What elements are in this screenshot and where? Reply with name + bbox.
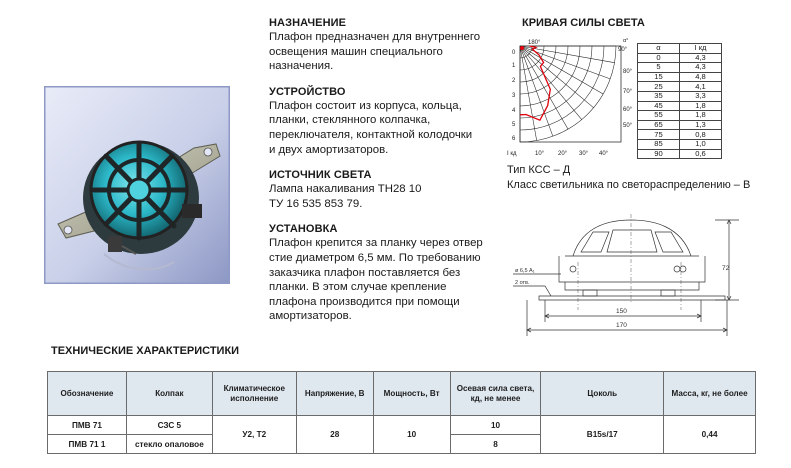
axis-label: I кд bbox=[507, 151, 517, 157]
col-header-cap: Колпак bbox=[126, 372, 212, 416]
axis-label: 30° bbox=[579, 151, 589, 157]
angle-label: 70° bbox=[623, 89, 633, 95]
section-heading: УСТАНОВКА bbox=[269, 223, 338, 236]
section-line: амортизаторов. bbox=[269, 310, 352, 323]
product-photo bbox=[44, 86, 230, 284]
section-line: Плафон предназначен для внутреннего bbox=[269, 31, 481, 43]
col-header-designation: Обозначение bbox=[48, 372, 127, 416]
axis-label: 40° bbox=[599, 151, 609, 157]
table-row: 35 3,3 bbox=[638, 91, 722, 101]
section-line: освещения машин специального bbox=[269, 45, 443, 58]
curve-title: КРИВАЯ СИЛЫ СВЕТА bbox=[522, 17, 645, 29]
curve-origin-dot bbox=[520, 46, 524, 50]
base-cell: B15s/17 bbox=[541, 416, 664, 454]
power-cell: 10 bbox=[373, 416, 450, 454]
section-line: плафона производится при помощи bbox=[269, 295, 460, 308]
table-header: I кд bbox=[680, 44, 722, 54]
hole-label: ø 6,5 А₁ bbox=[515, 268, 535, 274]
section-line: назначения. bbox=[269, 60, 334, 73]
climate-cell: У2, Т2 bbox=[212, 416, 296, 454]
intensity-cell: 8 bbox=[450, 435, 541, 454]
cap-cell: стекло опаловое bbox=[126, 435, 212, 454]
section-line: планки. В этом случае крепление bbox=[269, 281, 447, 294]
axis-label: 20° bbox=[558, 151, 568, 157]
table-row: 0 4,3 bbox=[638, 53, 722, 63]
dim-height: 72 bbox=[722, 265, 730, 272]
table-row: 25 4,1 bbox=[638, 82, 722, 92]
table-header: α bbox=[638, 44, 680, 54]
scale-label: 4 bbox=[512, 108, 516, 114]
section-installation bbox=[269, 223, 491, 324]
section-line: переключателя, контактной колодочки bbox=[269, 128, 473, 141]
section-line: планки, стеклянного колпачка, bbox=[269, 114, 431, 127]
section-line: стие диаметром 6,5 мм. По требованию bbox=[269, 251, 481, 264]
intensity-cell: 10 bbox=[450, 416, 541, 435]
section-line: и двух амортизаторов. bbox=[269, 143, 389, 156]
luminaire-class-text: Класс светильника по светораспределению – B bbox=[507, 179, 751, 191]
angle-label: 60° bbox=[623, 107, 633, 113]
dim-inner: 150 bbox=[616, 308, 627, 315]
table-row: 75 0,8 bbox=[638, 130, 722, 140]
tech-title: ТЕХНИЧЕСКИЕ ХАРАКТЕРИСТИКИ bbox=[51, 345, 240, 357]
table-row: 15 4,8 bbox=[638, 72, 722, 82]
cap-cell: СЗС 5 bbox=[126, 416, 212, 435]
section-light-source bbox=[269, 169, 491, 211]
section-line: Плафон крепится за планку через отвер bbox=[269, 237, 483, 250]
scale-label: 1 bbox=[512, 63, 516, 69]
dim-outer: 170 bbox=[616, 322, 627, 329]
section-heading: УСТРОЙСТВО bbox=[269, 85, 346, 98]
section-heading: НАЗНАЧЕНИЕ bbox=[269, 17, 347, 29]
voltage-cell: 28 bbox=[296, 416, 373, 454]
table-row: 85 1,0 bbox=[638, 139, 722, 149]
col-header-mass: Масса, кг, не более bbox=[664, 372, 756, 416]
designation-cell: ПМВ 71 1 bbox=[48, 435, 127, 454]
angle-label-top-left: 180° bbox=[528, 40, 541, 46]
table-row: 90 0,6 bbox=[638, 149, 722, 159]
scale-label: 6 bbox=[512, 136, 516, 142]
holes-label: 2 отв. bbox=[515, 280, 530, 286]
table-row: 65 1,3 bbox=[638, 120, 722, 130]
section-line: Плафон состоит из корпуса, кольца, bbox=[269, 99, 462, 112]
table-row: 55 1,8 bbox=[638, 111, 722, 121]
angle-label: 80° bbox=[623, 69, 633, 75]
section-heading: ИСТОЧНИК СВЕТА bbox=[269, 169, 372, 182]
angle-label-top-right: 90° bbox=[618, 47, 628, 53]
tech-table bbox=[47, 371, 756, 454]
description-column bbox=[269, 17, 491, 336]
scale-label: 2 bbox=[512, 78, 516, 84]
curve-type-text: Тип КСС – Д bbox=[507, 164, 571, 176]
col-header-voltage: Напряжение, В bbox=[296, 372, 373, 416]
section-line: ТУ 16 535 853 79. bbox=[269, 197, 363, 210]
section-construction bbox=[269, 86, 491, 157]
intensity-table bbox=[637, 43, 722, 159]
col-header-base: Цоколь bbox=[541, 372, 664, 416]
table-row: 45 1,8 bbox=[638, 101, 722, 111]
degree-label: α° bbox=[623, 38, 629, 44]
light-curve-diagram bbox=[506, 32, 636, 160]
axis-label: 10° bbox=[535, 151, 545, 157]
section-line: Лампа накаливания ТН28 10 bbox=[269, 183, 422, 196]
dimension-drawing bbox=[503, 212, 743, 342]
scale-label: 0 bbox=[512, 50, 516, 56]
col-header-power: Мощность, Вт bbox=[373, 372, 450, 416]
designation-cell: ПМВ 71 bbox=[48, 416, 127, 435]
section-line: заказчика плафон поставляется без bbox=[269, 266, 461, 279]
table-row: 5 4,3 bbox=[638, 63, 722, 73]
section-purpose bbox=[269, 17, 491, 74]
col-header-climate: Климатическое исполнение bbox=[212, 372, 296, 416]
table-row bbox=[48, 416, 756, 435]
col-header-intensity: Осевая сила света, кд, не менее bbox=[450, 372, 541, 416]
scale-label: 5 bbox=[512, 122, 516, 128]
mass-cell: 0,44 bbox=[664, 416, 756, 454]
scale-label: 3 bbox=[512, 93, 516, 99]
angle-label: 50° bbox=[623, 123, 633, 129]
